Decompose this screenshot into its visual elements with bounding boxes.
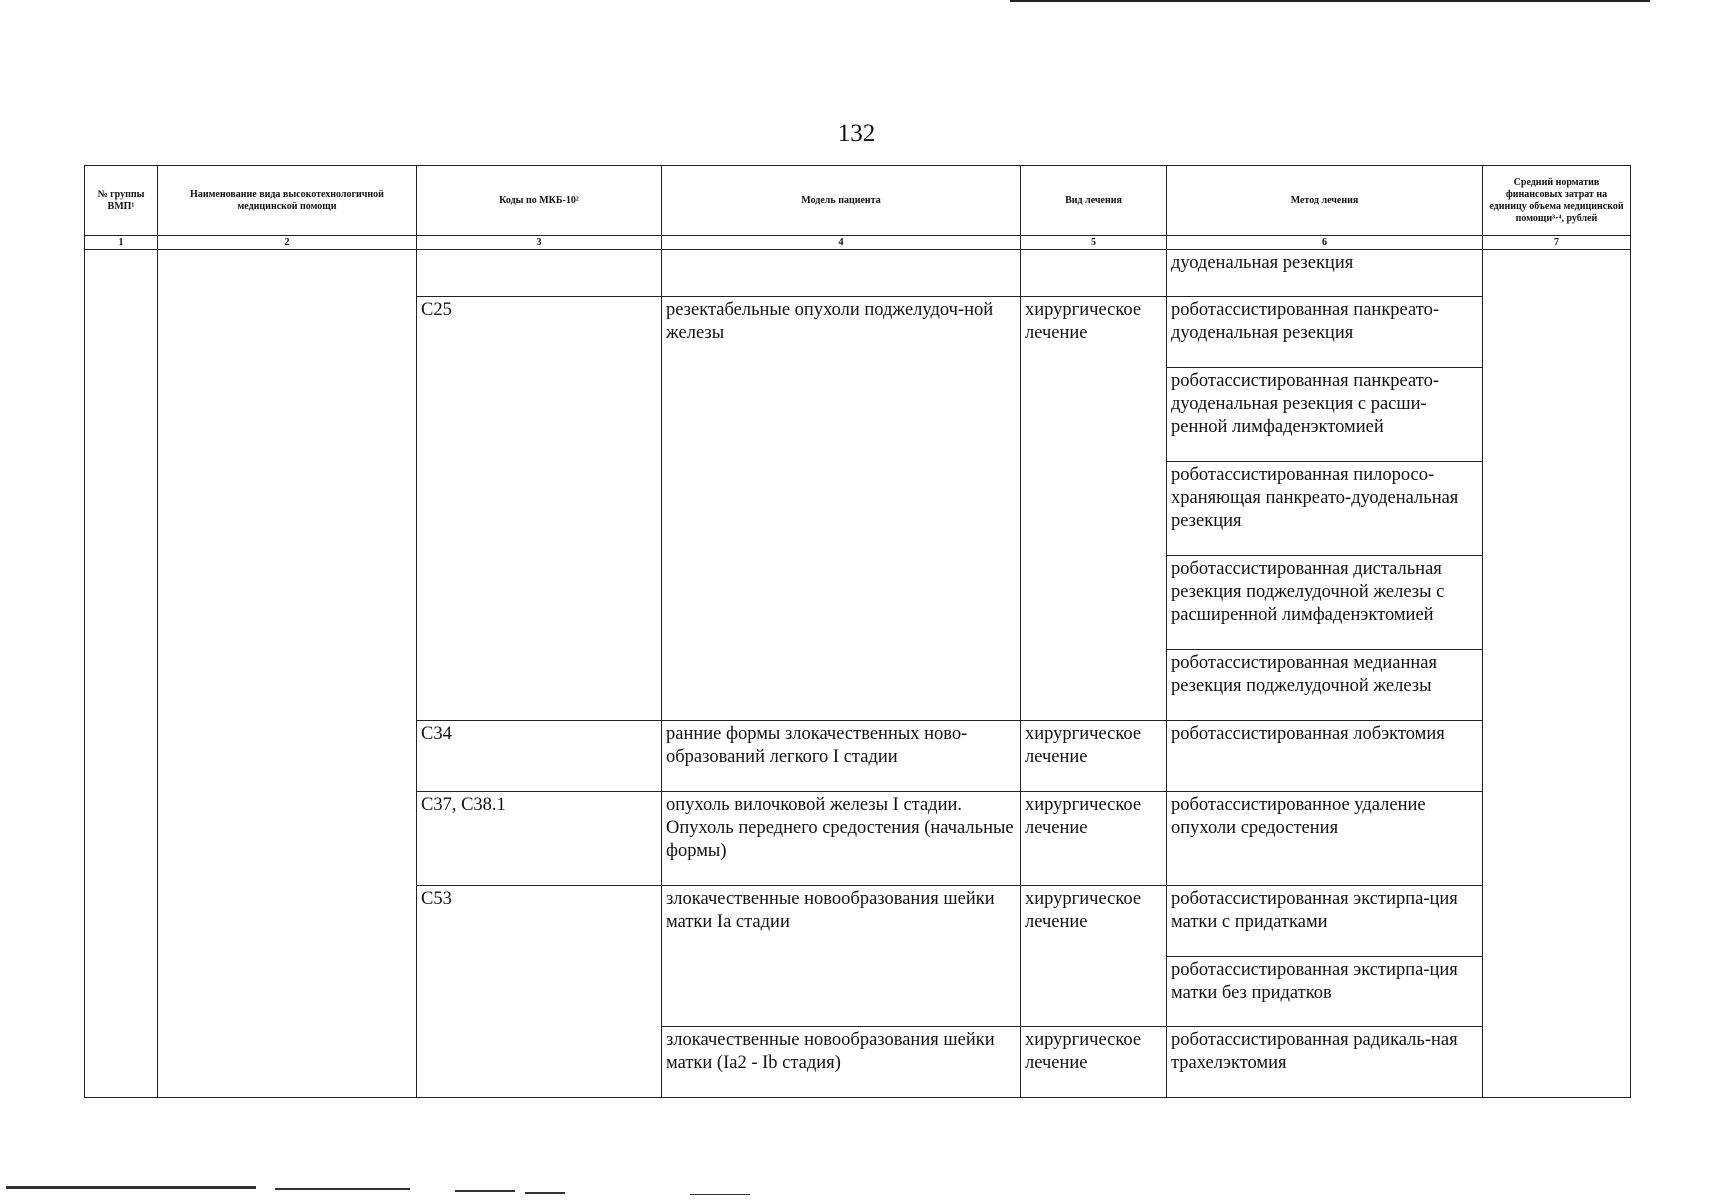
method-cell (1167, 250, 1483, 297)
top-edge-rule (1010, 0, 1650, 2)
header-icd-codes: Коды по МКБ-10² (417, 166, 662, 236)
patient-model-text: злокачественные новообразования шейки матки Ia стадии (666, 889, 995, 932)
method-cell (1167, 297, 1483, 368)
method-text: роботассистированная экстирпа-ция матки с придатками (1171, 889, 1458, 932)
column-number: 3 (417, 236, 662, 250)
model-cell (662, 297, 1021, 721)
column-number: 1 (85, 236, 158, 250)
treatment-table (84, 165, 1631, 1098)
method-cell (1167, 792, 1483, 886)
method-cell (1167, 368, 1483, 462)
treatment-cell (1021, 721, 1167, 792)
scan-artifact-line (275, 1188, 410, 1190)
method-cell (1167, 462, 1483, 556)
page-number: 132 (837, 120, 876, 147)
header-row (85, 166, 1631, 236)
column-number: 4 (662, 236, 1021, 250)
header-treatment-type: Вид лечения (1021, 166, 1167, 236)
icd-code: C34 (421, 724, 452, 744)
method-text: роботассистированная радикаль-ная трахелэктомия (1171, 1030, 1458, 1073)
method-cell (1167, 650, 1483, 721)
method-text: роботассистированная панкреато-дуоденальная резекция с расши-ренной лимфаденэктомией (1171, 371, 1439, 437)
header-treatment-method: Метод лечения (1167, 166, 1483, 236)
column-number: 7 (1483, 236, 1631, 250)
treatment-type-text: хирургическое лечение (1025, 300, 1142, 343)
model-cell (662, 792, 1021, 886)
scan-artifact-line (6, 1186, 256, 1189)
patient-model-text: опухоль вилочковой железы I стадии. Опухоль переднего средостения (начальные формы) (666, 795, 1014, 861)
header-cost-norm: Средний норматив финансовых затрат на единицу объема медицинской помощи³·⁴, рублей (1483, 166, 1631, 236)
table-row (85, 250, 1631, 297)
patient-model-text: ранние формы злокачественных ново-образований легкого I стадии (666, 724, 968, 767)
header-group-number: № группы ВМП¹ (85, 166, 158, 236)
method-text: роботассистированная экстирпа-ция матки без придатков (1171, 960, 1458, 1003)
treatment-type-text: хирургическое лечение (1025, 795, 1142, 838)
code-cell (417, 886, 662, 1098)
code-cell (417, 250, 662, 297)
model-cell (662, 886, 1021, 1027)
model-cell (662, 1027, 1021, 1098)
header-care-type: Наименование вида высокотехнологичной медицинской помощи (158, 166, 417, 236)
column-number: 6 (1167, 236, 1483, 250)
code-cell (417, 792, 662, 886)
group-number-cell (85, 250, 158, 1098)
icd-code: C53 (421, 889, 452, 909)
treatment-type-text: хирургическое лечение (1025, 889, 1142, 932)
model-cell (662, 250, 1021, 297)
method-text: роботассистированная лобэктомия (1171, 724, 1445, 744)
method-text: дуоденальная резекция (1171, 253, 1354, 273)
column-number: 5 (1021, 236, 1167, 250)
treatment-cell (1021, 792, 1167, 886)
patient-model-text: злокачественные новообразования шейки матки (Ia2 - Ib стадия) (666, 1030, 995, 1073)
code-cell (417, 721, 662, 792)
treatment-type-text: хирургическое лечение (1025, 724, 1142, 767)
treatment-cell (1021, 297, 1167, 721)
header-patient-model: Модель пациента (662, 166, 1021, 236)
column-number: 2 (158, 236, 417, 250)
cost-cell (1483, 250, 1631, 1098)
method-cell (1167, 1027, 1483, 1098)
treatment-cell (1021, 1027, 1167, 1098)
method-text: роботассистированное удаление опухоли средостения (1171, 795, 1426, 838)
treatment-cell (1021, 250, 1167, 297)
method-cell (1167, 957, 1483, 1027)
icd-code: C25 (421, 300, 452, 320)
method-text: роботассистированная панкреато-дуоденальная резекция (1171, 300, 1439, 343)
method-cell (1167, 721, 1483, 792)
method-cell (1167, 886, 1483, 957)
treatment-type-text: хирургическое лечение (1025, 1030, 1142, 1073)
scan-artifact-line (690, 1194, 750, 1195)
icd-code: C37, C38.1 (421, 795, 506, 815)
model-cell (662, 721, 1021, 792)
treatment-cell (1021, 886, 1167, 1027)
code-cell (417, 297, 662, 721)
scan-artifact-line (525, 1192, 565, 1194)
column-number-row (85, 236, 1631, 250)
patient-model-text: резектабельные опухоли поджелудоч-ной железы (666, 300, 994, 343)
method-text: роботассистированная дистальная резекция поджелудочной железы с расширенной лимфаденэктомией (1171, 559, 1445, 625)
care-type-cell (158, 250, 417, 1098)
method-cell (1167, 556, 1483, 650)
scan-artifact-line (455, 1190, 515, 1192)
method-text: роботассистированная медианная резекция поджелудочной железы (1171, 653, 1438, 696)
method-text: роботассистированная пилоросо-храняющая панкреато-дуоденальная резекция (1171, 465, 1459, 531)
